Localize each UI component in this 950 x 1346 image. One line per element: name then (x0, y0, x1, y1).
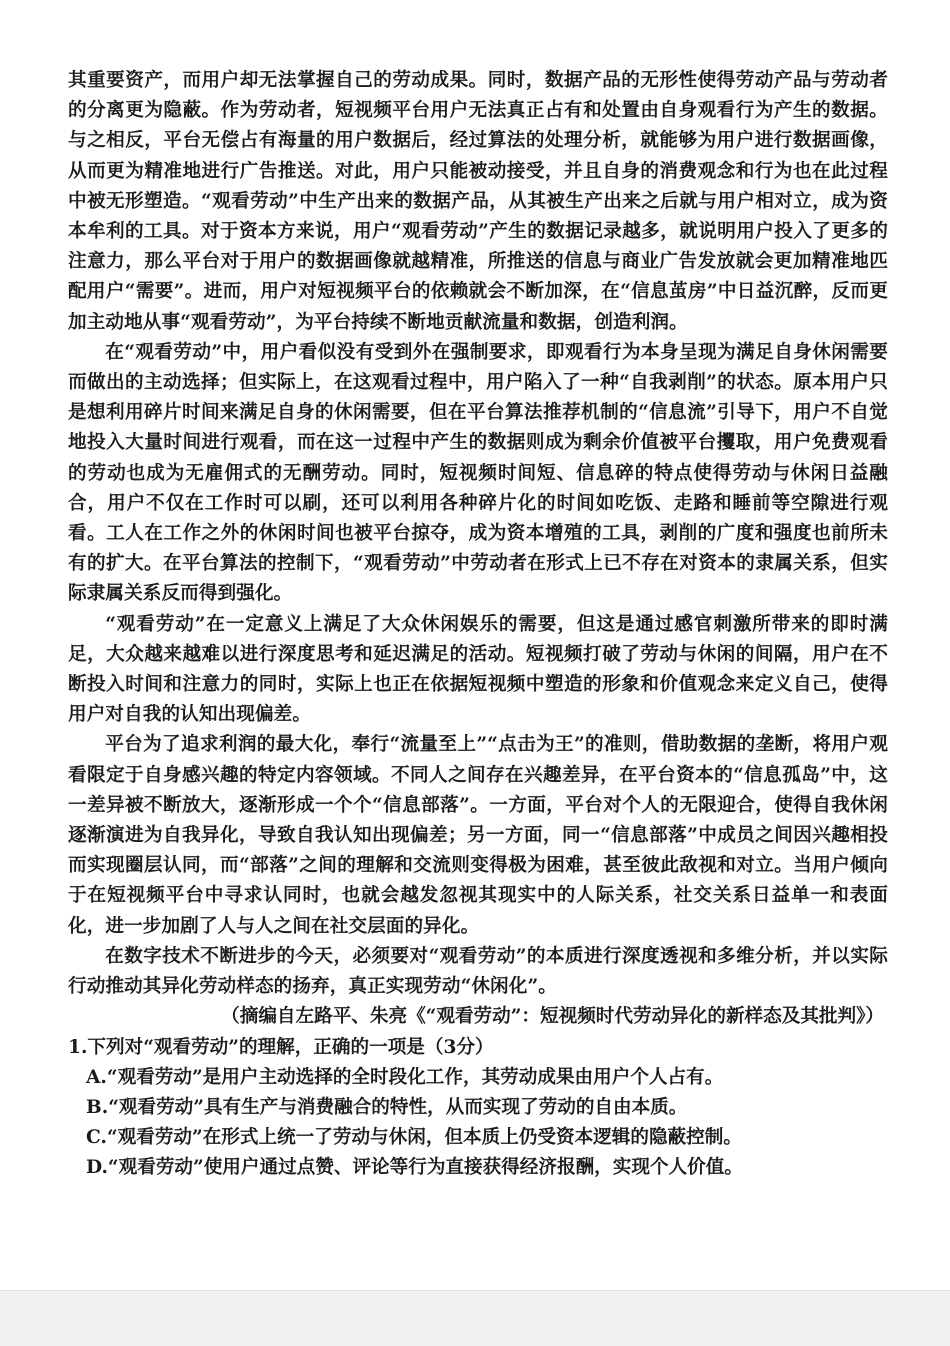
question-stem: 1.下列对“观看劳动”的理解，正确的一项是（3分） (68, 1036, 494, 1058)
answer-options (68, 1063, 888, 1184)
passage-paragraph-5: 在数字技术不断进步的今天，必须要对“观看劳动”的本质进行深度透视和多维分析，并以实际行动推动其异化劳动样态的扬弃，真正实现劳动“休闲化”。 (68, 945, 888, 998)
passage-paragraph-2: 在“观看劳动”中，用户看似没有受到外在强制要求，即观看行为本身呈现为满足自身休闲需要而做出的主动选择；但实际上，在这观看过程中，用户陷入了一种“自我剥削”的状态。原本用户只是想利用碎片时间来满足自身的休闲需要，但在平台算法推荐机制的“信息流”引导下，用户不自觉地投入大量时间进行观看，而在这一过程中产生的数据则成为剩余价值被平台攫取，用户免费观看的劳动也成为无雇佣式的无酬劳动。同时，短视频时间短、信息碎的特点使得劳动与休闲日益融合，用户不仅在工作时可以刷，还可以利用各种碎片化的时间如吃饭、走路和睡前等空隙进行观看。工人在工作之外的休闲时间也被平台掠夺，成为资本增殖的工具，剥削的广度和强度也前所未有的扩大。在平台算法的控制下，“观看劳动”中劳动者在形式上已不存在对资本的隶属关系，但实际隶属关系反而得到强化。 (68, 341, 888, 605)
option-a: A.“观看劳动”是用户主动选择的全时段化工作，其劳动成果由用户个人占有。 (86, 1066, 724, 1088)
option-d: D.“观看劳动”使用户通过点赞、评论等行为直接获得经济报酬，实现个人价值。 (86, 1157, 743, 1179)
option-b: B.“观看劳动”具有生产与消费融合的特性，从而实现了劳动的自由本质。 (86, 1096, 688, 1118)
passage-paragraph-4: 平台为了追求利润的最大化，奉行“流量至上”“点击为王”的准则，借助数据的垄断，将用户观看限定于自身感兴趣的特定内容领域。不同人之间存在兴趣差异，在平台资本的“信息孤岛”中，这一差异被不断放大，逐渐形成一个个“信息部落”。一方面，平台对个人的无限迎合，使得自我休闲逐渐演进为自我异化，导致自我认知出现偏差；另一方面，同一“信息部落”中成员之间因兴趣相投而实现圈层认同，而“部落”之间的理解和交流则变得极为困难，甚至彼此敌视和对立。当用户倾向于在短视频平台中寻求认同时，也就会越发忽视其现实中的人际关系，社交关系日益单一和表面化，进一步加剧了人与人之间在社交层面的异化。 (68, 734, 888, 937)
option-c: C.“观看劳动”在形式上统一了劳动与休闲，但本质上仍受资本逻辑的隐蔽控制。 (86, 1127, 742, 1149)
page-bottom-margin (0, 1290, 950, 1346)
passage-paragraph-3: “观看劳动”在一定意义上满足了大众休闲娱乐的需要，但这是通过感官刺激所带来的即时满足，大众越来越难以进行深度思考和延迟满足的活动。短视频打破了劳动与休闲的间隔，用户在不断投入时间和注意力的同时，实际上也正在依据短视频中塑造的形象和价值观念来定义自己，使得用户对自我的认知出现偏差。 (68, 613, 888, 726)
passage-paragraph-1: 其重要资产，而用户却无法掌握自己的劳动成果。同时，数据产品的无形性使得劳动产品与劳动者的分离更为隐蔽。作为劳动者，短视频平台用户无法真正占有和处置由自身观看行为产生的数据。与之相反，平台无偿占有海量的用户数据后，经过算法的处理分析，就能够为用户进行数据画像，从而更为精准地进行广告推送。对此，用户只能被动接受，并且自身的消费观念和行为也在此过程中被无形塑造。“观看劳动”中生产出来的数据产品，从其被生产出来之后就与用户相对立，成为资本牟利的工具。对于资本方来说，用户“观看劳动”产生的数据记录越多，就说明用户投入了更多的注意力，那么平台对于用户的数据画像就越精准，所推送的信息与商业广告发放就会更加精准地匹配用户“需要”。进而，用户对短视频平台的依赖就会不断加深，在“信息茧房”中日益沉醉，反而更加主动地从事“观看劳动”，为平台持续不断地贡献流量和数据，创造利润。 (68, 70, 888, 333)
passage-source: （摘编自左路平、朱亮《“观看劳动”：短视频时代劳动异化的新样态及其批判》） (221, 1006, 884, 1028)
